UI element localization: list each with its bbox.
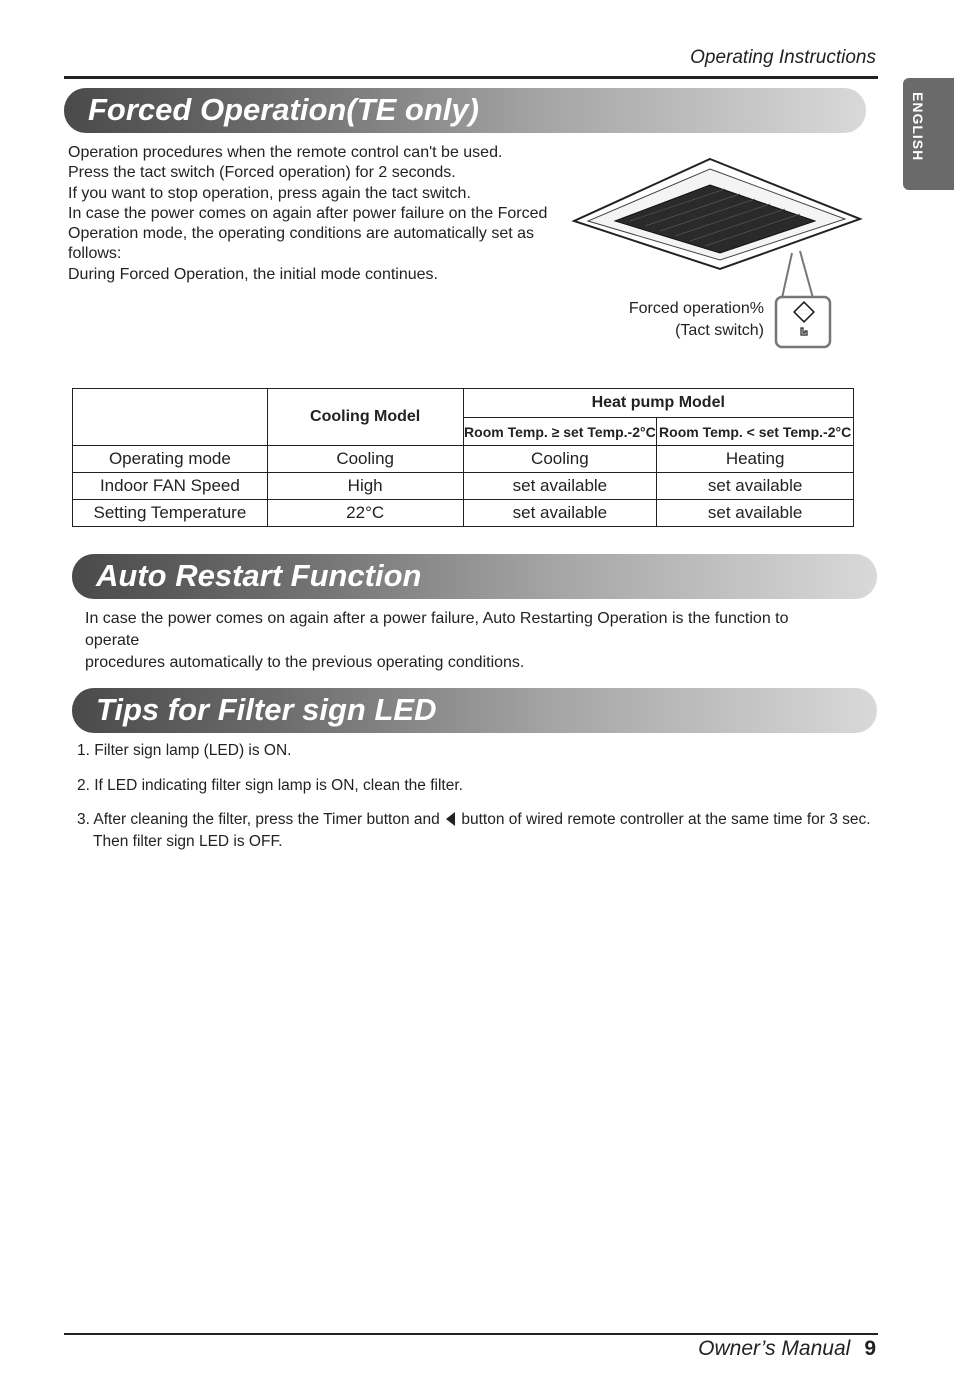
row-label: Indoor FAN Speed (73, 473, 268, 500)
footer (698, 1337, 876, 1361)
cooling-cell: 22°C (267, 500, 463, 527)
forced-line: If you want to stop operation, press again the tact switch. (68, 184, 471, 202)
table-subheader-lt: Room Temp. < set Temp.-2°C (657, 418, 854, 446)
forced-line: Press the tact switch (Forced operation) for 2 seconds. (68, 164, 456, 182)
tact-switch-caption-line1: Forced operation% (628, 300, 764, 317)
list-item: 2. If LED indicating filter sign lamp is ON, clean the filter. (77, 777, 463, 794)
table-subheader-ge: Room Temp. ≥ set Temp.-2°C (463, 418, 657, 446)
list-item: 1. Filter sign lamp (LED) is ON. (77, 742, 292, 759)
section-bar-filter-sign (72, 688, 877, 733)
list-item-text: 3. After cleaning the filter, press the Timer button and (77, 811, 440, 828)
list-item (77, 811, 871, 829)
section-bar-auto-restart (72, 554, 877, 599)
table-row (73, 446, 854, 473)
table-header-cooling: Cooling Model (267, 389, 463, 446)
cooling-cell: High (267, 473, 463, 500)
forced-line: Operation procedures when the remote control can't be used. (68, 144, 503, 161)
header-rule (64, 76, 878, 79)
cooling-cell: Cooling (267, 446, 463, 473)
heatpump-lt-cell: set available (657, 473, 854, 500)
heatpump-ge-cell: Cooling (463, 446, 657, 473)
forced-line: In case the power comes on again after power failure on the Forced (68, 204, 548, 222)
tact-switch-caption (629, 298, 764, 342)
language-tab-label: ENGLISH (910, 92, 926, 162)
heatpump-ge-cell: set available (463, 473, 657, 500)
language-tab (903, 78, 954, 190)
auto-restart-line: In case the power comes on again after a power failure, Auto Restarting Operation is the function to operate (85, 610, 789, 649)
list-item-text: button of wired remote controller at the same time for 3 sec. (461, 811, 871, 828)
heatpump-lt-cell: set available (657, 500, 854, 527)
section-bar-forced-operation (64, 88, 866, 133)
table-corner-cell (73, 389, 268, 446)
page-number: 9 (864, 1337, 876, 1360)
row-label: Setting Temperature (73, 500, 268, 527)
running-header: Operating Instructions (690, 47, 876, 68)
section-title-forced-operation: Forced Operation(TE only) (88, 92, 479, 127)
heatpump-ge-cell: set available (463, 500, 657, 527)
section-title-filter-sign: Tips for Filter sign LED (96, 692, 437, 727)
table-row (73, 473, 854, 500)
forced-line: During Forced Operation, the initial mode continues. (68, 265, 438, 283)
forced-line: Operation mode, the operating conditions are automatically set as (68, 225, 535, 243)
forced-operation-text (68, 143, 558, 285)
left-arrow-icon (446, 812, 455, 826)
table-row (73, 500, 854, 527)
section-title-auto-restart: Auto Restart Function (96, 558, 422, 593)
auto-restart-line: procedures automatically to the previous operating conditions. (85, 654, 525, 671)
footer-title: Owner’s Manual (698, 1337, 851, 1360)
row-label: Operating mode (73, 446, 268, 473)
heatpump-lt-cell: Heating (657, 446, 854, 473)
table-header-heatpump: Heat pump Model (463, 389, 853, 418)
forced-line: follows: (68, 245, 122, 263)
footer-rule (64, 1333, 878, 1335)
list-item-continuation: Then filter sign LED is OFF. (93, 833, 283, 850)
tact-switch-caption-line2: (Tact switch) (675, 322, 764, 339)
forced-operation-table (72, 388, 854, 527)
auto-restart-text (85, 608, 845, 674)
